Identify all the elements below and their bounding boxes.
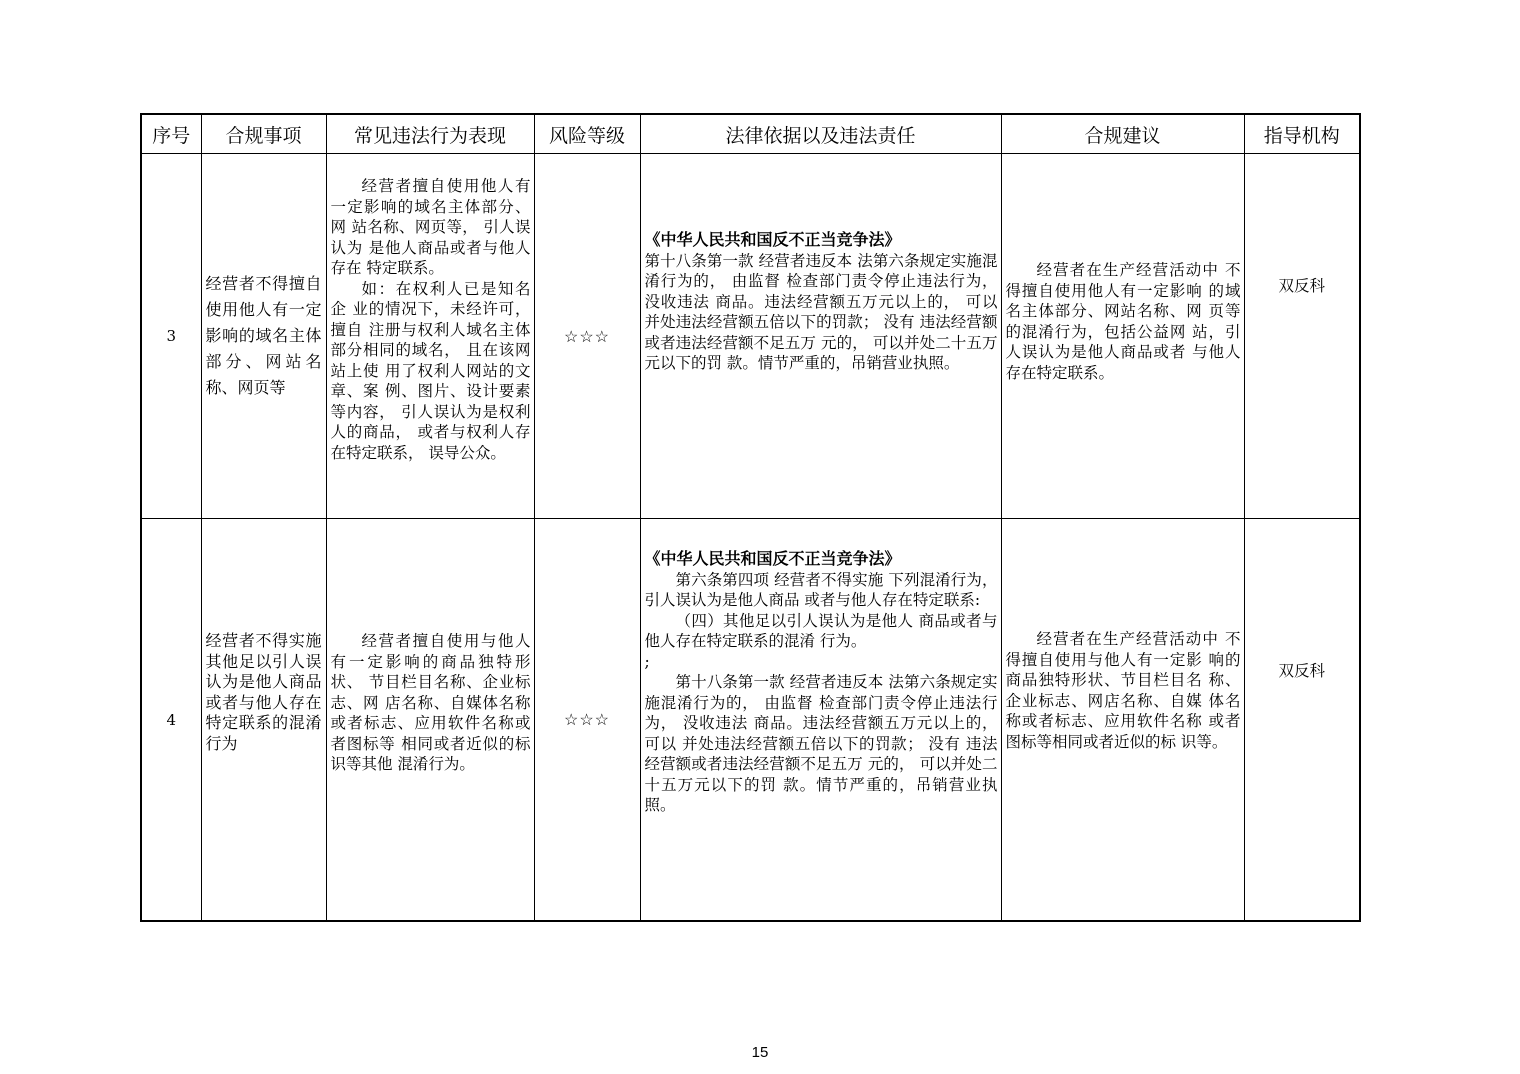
- header-behavior: 常见违法行为表现: [326, 114, 534, 154]
- table-row: [141, 154, 1360, 519]
- law-title: 《中华人民共和国反不正当竞争法》: [644, 549, 901, 568]
- row-advice: [1001, 154, 1244, 519]
- behavior-example-paragraph: 如：在权利人已是知名企 业的情况下，未经许可， 擅自 注册与权利人域名主体部分相同的域名， 且在该网站上使 用了权利人网站的文章、案 例、图片、设计要素等内容， 引人误认为是权利人的商品， 或者与权利人存在特定联系， 误导公众。: [330, 279, 531, 462]
- advice-text: 经营者在生产经营活动中 不得擅自使用他人有一定影响 的域名主体部分、网站名称、网 页等的混淆行为，包括公益网 站，引人误认为是他人商品或者 与他人存在特定联系。: [1005, 261, 1241, 382]
- law-title: 《中华人民共和国反不正当竞争法》: [644, 230, 901, 249]
- table-header-row: [141, 114, 1360, 154]
- row-law-basis: [640, 519, 1001, 922]
- row-advice: [1001, 519, 1244, 922]
- row-seq: 4: [141, 519, 201, 922]
- row-law-basis: [640, 154, 1001, 519]
- law-paragraph: （四）其他足以引人误认为是他人 商品或者与他人存在特定联系的混淆 行为。: [644, 611, 998, 650]
- law-separator: ;: [644, 652, 650, 671]
- page-number: 15: [751, 1044, 769, 1061]
- row-behavior: [326, 154, 534, 519]
- compliance-item-text: 经营者不得擅自使用他人有一定影响的域名主体部分、网站名称、网页等: [205, 274, 322, 397]
- row-org: [1244, 154, 1360, 519]
- org-text: 双反科: [1278, 662, 1325, 680]
- risk-level: ☆☆☆: [534, 154, 640, 519]
- header-risk: 风险等级: [534, 114, 640, 154]
- compliance-table: [140, 113, 1361, 922]
- advice-text: 经营者在生产经营活动中 不得擅自使用与他人有一定影 响的商品独特形状、节目栏目名 称、企业标志、网店名称、自媒 体名称或者标志、应用软件名称 或者图标等相同或者近似的标 识等。: [1005, 630, 1241, 751]
- org-text: 双反科: [1278, 277, 1325, 295]
- row-behavior: [326, 519, 534, 922]
- behavior-paragraph: 经营者擅自使用他人有 一定影响的域名主体部分、网 站名称、网页等， 引人误认为 是他人商品或者与他人存在 特定联系。: [330, 177, 531, 277]
- header-org: 指导机构: [1244, 114, 1360, 154]
- row-compliance-item: [201, 154, 326, 519]
- row-compliance-item: [201, 519, 326, 922]
- risk-level: ☆☆☆: [534, 519, 640, 922]
- row-org: [1244, 519, 1360, 922]
- header-seq: 序号: [141, 114, 201, 154]
- law-paragraph: 第六条第四项 经营者不得实施 下列混淆行为， 引人误认为是他人商品 或者与他人存在特定联系:: [644, 570, 998, 609]
- header-law: 法律依据以及违法责任: [640, 114, 1001, 154]
- law-paragraph: 第十八条第一款 经营者违反本 法第六条规定实施混淆行为的， 由监督 检查部门责令停止违法行为， 没收违法 商品。违法经营额五万元以上的， 可以 并处违法经营额五倍以下的罚款； 没有 违法经营额或者违法经营额不足五万 元的， 可以并处二十五万元以下的罚 款。情节严重的，吊销营业执照。: [644, 251, 998, 372]
- compliance-item-text: 经营者不得实施其他足以引人误认为是他人商品或者与他人存在特定联系的混淆行为: [205, 631, 322, 753]
- header-advice: 合规建议: [1001, 114, 1244, 154]
- behavior-paragraph: 经营者擅自使用与他人 有一定影响的商品独特形状、 节目栏目名称、企业标志、网 店名称、自媒体名称或者标志、应用软件名称或者图标等 相同或者近似的标识等其他 混淆行为。: [330, 632, 531, 773]
- table-row: [141, 519, 1360, 922]
- header-item: 合规事项: [201, 114, 326, 154]
- law-paragraph: 第十八条第一款 经营者违反本 法第六条规定实施混淆行为的， 由监督 检查部门责令停止违法行为， 没收违法 商品。违法经营额五万元以上的， 可以 并处违法经营额五倍以下的罚款； 没有 违法经营额或者违法经营额不足五万 元的， 可以并处二十五万元以下的罚 款。情节严重的，吊销营业执照。: [644, 673, 998, 814]
- row-seq: 3: [141, 154, 201, 519]
